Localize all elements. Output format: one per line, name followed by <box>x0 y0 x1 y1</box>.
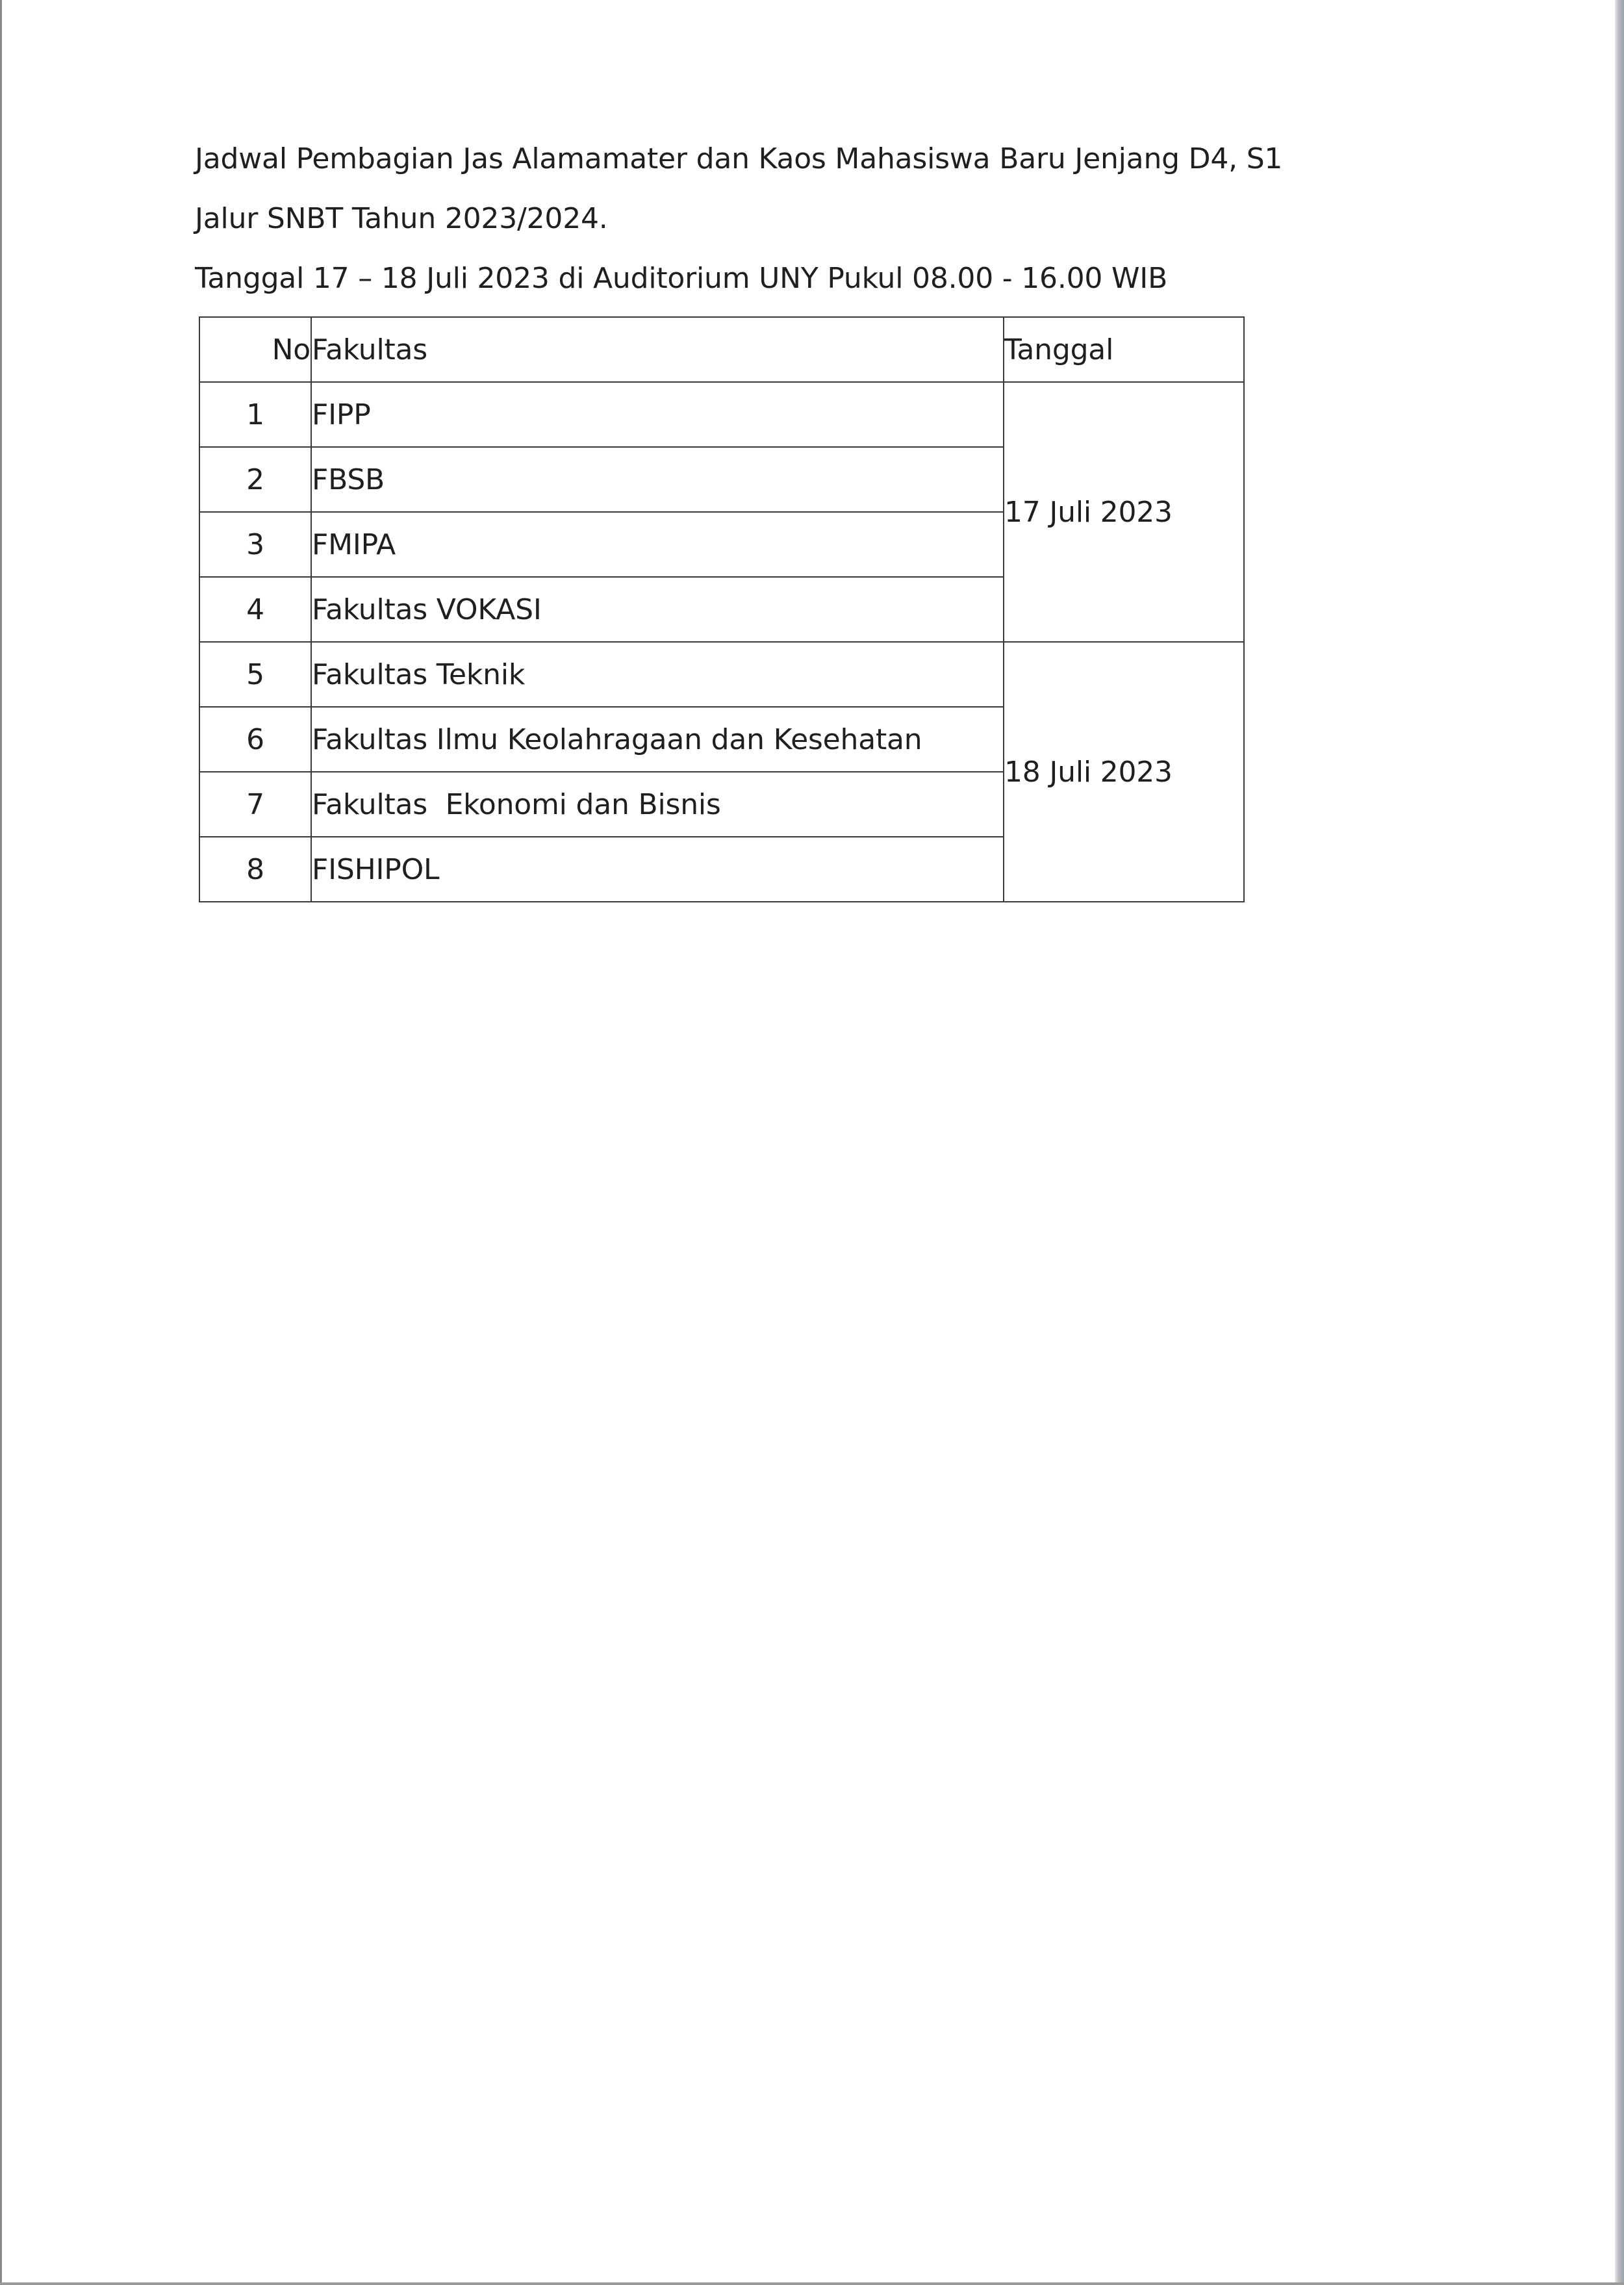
row-fakultas: Fakultas Teknik <box>311 642 1004 707</box>
row-number: 5 <box>199 642 311 707</box>
header-no: No <box>199 317 311 382</box>
table-header-row <box>199 317 1244 382</box>
row-number: 7 <box>199 772 311 837</box>
date-group-cell: 18 Juli 2023 <box>1004 642 1244 902</box>
header-fakultas: Fakultas <box>311 317 1004 382</box>
row-fakultas: FMIPA <box>311 512 1004 577</box>
date-group-cell: 17 Juli 2023 <box>1004 382 1244 642</box>
table-row <box>199 382 1244 447</box>
header-tanggal: Tanggal <box>1004 317 1244 382</box>
row-fakultas: Fakultas VOKASI <box>311 577 1004 642</box>
heading-line-2: Jalur SNBT Tahun 2023/2024. <box>195 202 608 235</box>
row-fakultas: Fakultas Ilmu Keolahragaan dan Kesehatan <box>311 707 1004 772</box>
row-fakultas: FISHIPOL <box>311 837 1004 902</box>
row-number: 3 <box>199 512 311 577</box>
row-number: 8 <box>199 837 311 902</box>
scan-edge-bottom <box>0 2282 1624 2285</box>
schedule-table <box>199 316 1245 902</box>
heading-line-3: Tanggal 17 – 18 Juli 2023 di Auditorium UNY Pukul 08.00 - 16.00 WIB <box>195 262 1168 295</box>
row-fakultas: Fakultas Ekonomi dan Bisnis <box>311 772 1004 837</box>
scan-edge-left <box>0 0 2 2285</box>
scan-edge-right <box>1615 0 1624 2285</box>
row-fakultas: FBSB <box>311 447 1004 512</box>
heading-line-1: Jadwal Pembagian Jas Alamamater dan Kaos Mahasiswa Baru Jenjang D4, S1 <box>195 142 1283 175</box>
row-number: 1 <box>199 382 311 447</box>
row-number: 4 <box>199 577 311 642</box>
row-number: 6 <box>199 707 311 772</box>
table-row <box>199 642 1244 707</box>
row-fakultas: FIPP <box>311 382 1004 447</box>
row-number: 2 <box>199 447 311 512</box>
